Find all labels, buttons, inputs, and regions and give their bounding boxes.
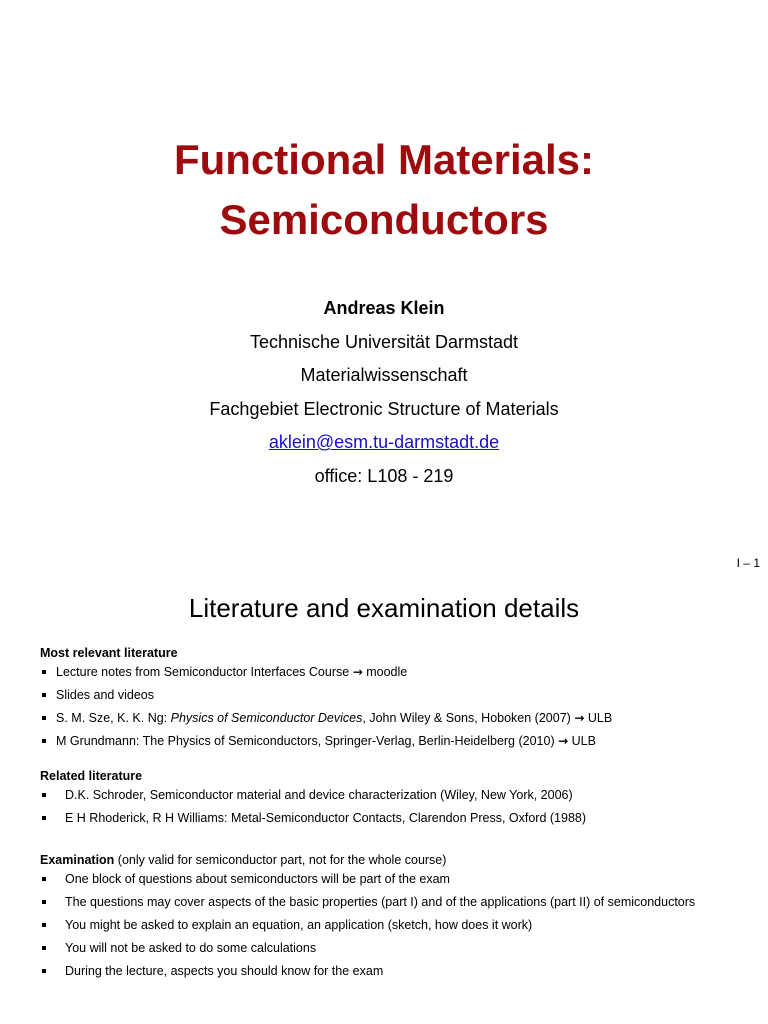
- arrow-right-icon: →: [574, 711, 585, 725]
- list-item: You might be asked to explain an equation, an application (sketch, how does it work): [40, 917, 740, 933]
- department: Materialwissenschaft: [300, 365, 468, 385]
- email-link[interactable]: aklein@esm.tu-darmstadt.de: [268, 432, 500, 452]
- author-block: [0, 292, 768, 493]
- bullet-icon: [42, 739, 46, 743]
- list-item: The questions may cover aspects of the basic properties (part I) and of the applications (part II) of semiconductors: [40, 894, 740, 910]
- examination-list: [40, 871, 740, 979]
- most-relevant-literature-section: [40, 642, 740, 756]
- bullet-icon: [42, 946, 46, 950]
- bullet-icon: [42, 693, 46, 697]
- list-item: E H Rhoderick, R H Williams: Metal-Semiconductor Contacts, Clarendon Press, Oxford (1988): [40, 810, 740, 826]
- office-info: office: L108 - 219: [314, 465, 454, 486]
- list-item: You will not be asked to do some calculations: [40, 940, 740, 956]
- title-line-2: Semiconductors: [219, 196, 549, 243]
- list-item: Lecture notes from Semiconductor Interfaces Course → moodle: [40, 664, 740, 680]
- related-heading: Related literature: [40, 769, 143, 783]
- examination-heading: Examination (only valid for semiconductor part, not for the whole course): [40, 853, 447, 867]
- arrow-right-icon: →: [352, 665, 363, 679]
- bullet-icon: [42, 793, 46, 797]
- related-list: [40, 787, 740, 826]
- bullet-icon: [42, 816, 46, 820]
- bullet-icon: [42, 877, 46, 881]
- bullet-icon: [42, 969, 46, 973]
- list-item: Slides and videos: [40, 687, 740, 703]
- examination-section: [40, 849, 740, 986]
- related-literature-section: [40, 765, 740, 833]
- title-line-1: Functional Materials:: [173, 136, 595, 183]
- slide-title: [0, 130, 768, 250]
- author-name: Andreas Klein: [323, 298, 445, 318]
- list-item: During the lecture, aspects you should know for the exam: [40, 963, 740, 979]
- most-relevant-list: [40, 664, 740, 749]
- list-item: One block of questions about semiconductors will be part of the exam: [40, 871, 740, 887]
- list-item: S. M. Sze, K. K. Ng: Physics of Semiconductor Devices, John Wiley & Sons, Hoboken (2007) → ULB: [40, 710, 740, 726]
- bullet-icon: [42, 716, 46, 720]
- most-relevant-heading: Most relevant literature: [40, 646, 178, 660]
- section-title: Literature and examination details: [188, 593, 580, 623]
- bullet-icon: [42, 900, 46, 904]
- slide-number: I – 1: [736, 556, 760, 570]
- research-group: Fachgebiet Electronic Structure of Materials: [209, 398, 559, 419]
- university: Technische Universität Darmstadt: [249, 331, 519, 352]
- bullet-icon: [42, 670, 46, 674]
- list-item: M Grundmann: The Physics of Semiconductors, Springer-Verlag, Berlin-Heidelberg (2010) → ULB: [40, 733, 740, 749]
- arrow-right-icon: →: [558, 734, 569, 748]
- list-item: D.K. Schroder, Semiconductor material and device characterization (Wiley, New York, 2006): [40, 787, 740, 803]
- bullet-icon: [42, 923, 46, 927]
